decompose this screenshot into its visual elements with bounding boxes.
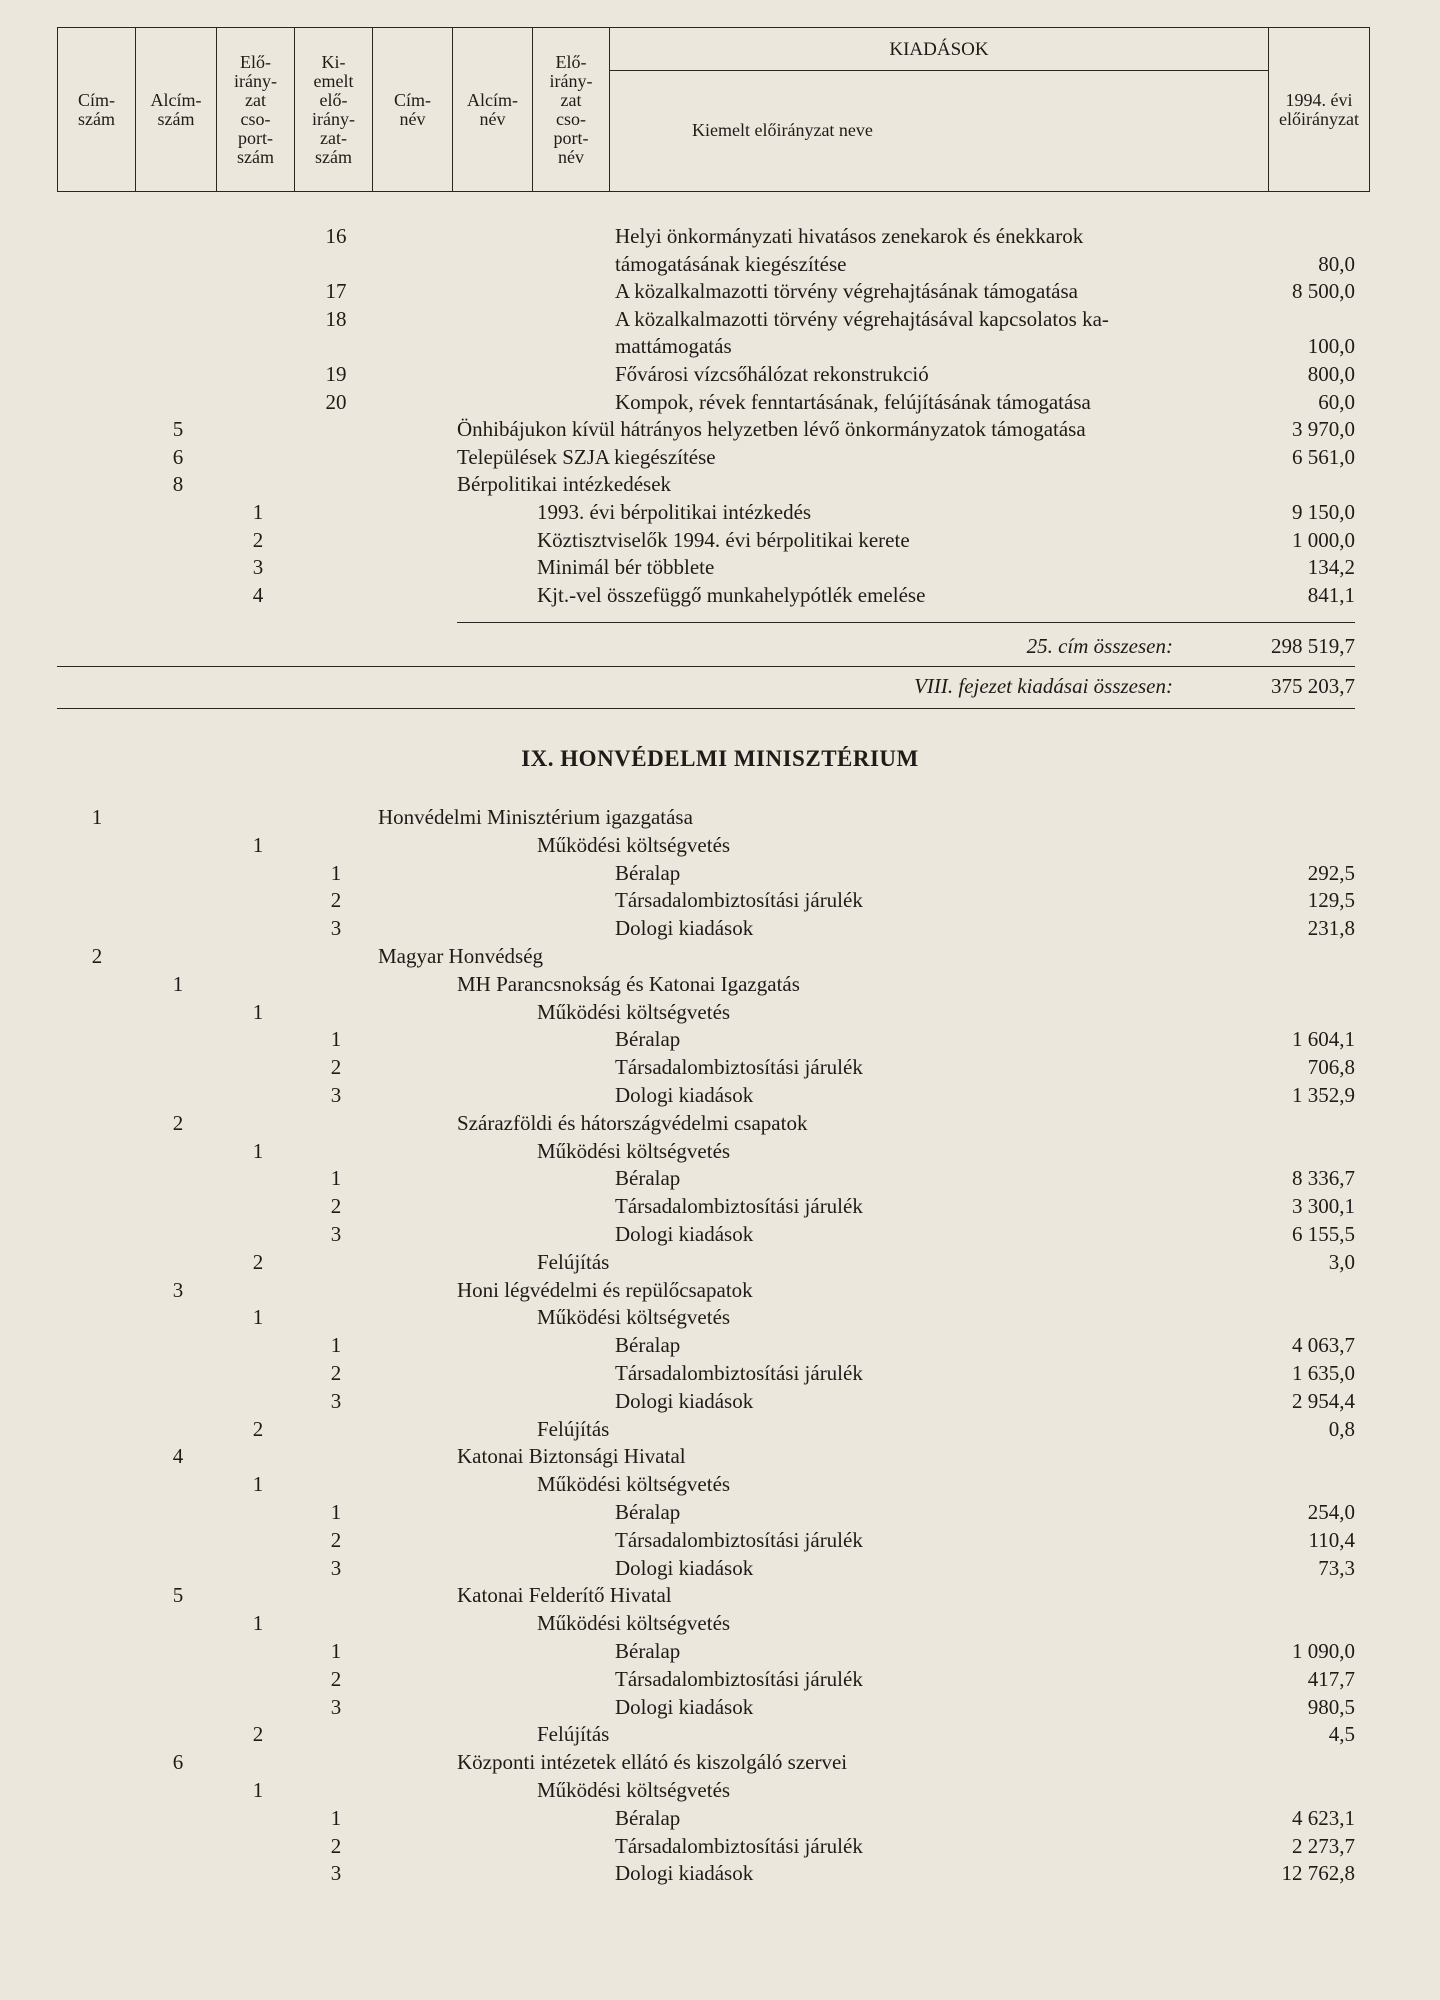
row-number: 6 <box>172 1750 184 1775</box>
table-row <box>0 1193 1440 1220</box>
row-number: 1 <box>252 500 264 524</box>
row-number: 2 <box>252 1722 264 1747</box>
table-row <box>0 1721 1440 1748</box>
row-value: 9 150,0 <box>1292 500 1355 524</box>
row-label: A közalkalmazotti törvény végrehajtásának támogatása <box>615 279 1078 304</box>
row-number: 20 <box>325 389 347 414</box>
table-row <box>0 1304 1440 1331</box>
row-label: Működési költségvetés <box>537 1472 731 1497</box>
row-value: 12 762,8 <box>1281 1861 1355 1886</box>
row-number: 2 <box>330 1194 342 1219</box>
row-value: 8 500,0 <box>1292 279 1355 304</box>
row-label: Működési költségvetés <box>537 1138 731 1163</box>
total-row <box>0 633 1440 660</box>
table-row <box>0 1555 1440 1582</box>
row-label: Társadalombiztosítási járulék <box>615 1055 863 1080</box>
row-label: 1993. évi bérpolitikai intézkedés <box>537 500 812 524</box>
row-label: Magyar Honvédség <box>378 944 544 968</box>
row-label: Működési költségvetés <box>537 1305 731 1330</box>
row-number: 3 <box>172 1277 184 1302</box>
table-row <box>0 1499 1440 1526</box>
row-value: 231,8 <box>1307 916 1355 941</box>
row-value: 980,5 <box>1307 1694 1355 1719</box>
row-number: 1 <box>252 832 264 857</box>
divider-line <box>57 666 1355 667</box>
row-number: 3 <box>330 1083 342 1107</box>
table-row <box>0 1332 1440 1359</box>
row-number: 1 <box>172 971 184 996</box>
row-value: 841,1 <box>1307 582 1355 607</box>
table-row <box>0 943 1440 970</box>
table-row <box>0 1471 1440 1498</box>
row-number: 1 <box>252 1611 264 1636</box>
table-row <box>0 1110 1440 1137</box>
table-row <box>0 1527 1440 1554</box>
row-label: Szárazföldi és hátországvédelmi csapatok <box>457 1110 808 1135</box>
table-row <box>0 1416 1440 1443</box>
row-number: 3 <box>330 1694 342 1719</box>
row-label: Kjt.-vel összefüggő munkahelypótlék emelése <box>537 582 926 607</box>
row-label: Központi intézetek ellátó és kiszolgáló szervei <box>457 1750 848 1775</box>
table-row <box>0 804 1440 831</box>
row-number: 1 <box>330 1639 342 1663</box>
row-label: Települések SZJA kiegészítése <box>457 444 716 469</box>
table-row <box>0 1860 1440 1887</box>
row-label: Felújítás <box>537 1722 610 1747</box>
total-row <box>0 673 1440 700</box>
row-label: Béralap <box>615 860 681 885</box>
row-label: Béralap <box>615 1027 681 1052</box>
row-label: Béralap <box>615 1639 681 1663</box>
row-label: támogatásának kiegészítése <box>615 251 847 276</box>
row-label: Fővárosi vízcsőhálózat rekonstrukció <box>615 362 929 386</box>
table-row <box>0 499 1440 526</box>
row-label: Működési költségvetés <box>537 832 731 857</box>
header-alcim-nev: Alcím- név <box>453 28 533 191</box>
row-number: 3 <box>330 916 342 941</box>
table-row <box>0 832 1440 859</box>
row-label: Társadalombiztosítási járulék <box>615 1833 863 1858</box>
table-row <box>0 278 1440 305</box>
row-number: 4 <box>252 582 264 607</box>
header-alcim-szam: Alcím- szám <box>136 28 217 191</box>
table-row <box>0 1138 1440 1165</box>
row-label: Katonai Felderítő Hivatal <box>457 1583 672 1608</box>
row-number: 1 <box>252 1778 264 1802</box>
table-row <box>0 251 1440 278</box>
row-number: 1 <box>330 1333 342 1358</box>
row-number: 8 <box>172 472 184 497</box>
row-number: 2 <box>330 888 342 913</box>
table-row <box>0 389 1440 416</box>
divider-line <box>57 708 1355 709</box>
table-row <box>0 582 1440 609</box>
row-value: 4 623,1 <box>1292 1805 1355 1830</box>
table-row <box>0 1388 1440 1415</box>
row-label: Dologi kiadások <box>615 1861 754 1886</box>
header-eloiranyzat-csoport-szam: Elő- irány- zat cso- port- szám <box>217 28 295 191</box>
row-value: 3 300,1 <box>1292 1194 1355 1219</box>
row-value: 292,5 <box>1307 860 1355 885</box>
row-label: Helyi önkormányzati hivatásos zenekarok és énekkarok <box>615 224 1084 248</box>
row-label: A közalkalmazotti törvény végrehajtásával kapcsolatos ka- <box>615 306 1109 331</box>
table-row <box>0 1082 1440 1109</box>
row-number: 2 <box>252 1249 264 1274</box>
row-value: 1 352,9 <box>1292 1083 1355 1107</box>
table-row <box>0 1666 1440 1693</box>
section-title: IX. HONVÉDELMI MINISZTÉRIUM <box>521 746 919 771</box>
header-kiadasok <box>610 28 1269 191</box>
table-row <box>0 306 1440 333</box>
row-label: Honi légvédelmi és repülőcsapatok <box>457 1277 753 1302</box>
row-number: 2 <box>252 527 264 552</box>
row-number: 3 <box>252 555 264 580</box>
row-number: 2 <box>330 1055 342 1080</box>
row-number: 2 <box>330 1666 342 1691</box>
row-label: Bérpolitikai intézkedések <box>457 472 672 497</box>
table-row <box>0 444 1440 471</box>
row-label: Működési költségvetés <box>537 999 731 1024</box>
header-cim-szam: Cím- szám <box>58 28 136 191</box>
table-row <box>0 1833 1440 1860</box>
row-number: 1 <box>330 1027 342 1052</box>
row-label: Katonai Biztonsági Hivatal <box>457 1444 686 1469</box>
row-value: 80,0 <box>1318 251 1355 276</box>
row-number: 2 <box>252 1416 264 1441</box>
row-number: 2 <box>330 1361 342 1385</box>
row-label: Béralap <box>615 1333 681 1358</box>
row-number: 5 <box>172 1583 184 1608</box>
row-number: 1 <box>252 1472 264 1497</box>
table-row <box>0 1694 1440 1721</box>
row-label: Társadalombiztosítási járulék <box>615 1527 863 1552</box>
row-number: 3 <box>330 1861 342 1886</box>
row-value: 800,0 <box>1307 362 1355 386</box>
table-row <box>0 416 1440 443</box>
row-label: Dologi kiadások <box>615 916 754 941</box>
row-label: Társadalombiztosítási járulék <box>615 888 863 913</box>
row-label: Honvédelmi Minisztérium igazgatása <box>378 805 693 829</box>
row-label: Dologi kiadások <box>615 1222 754 1246</box>
header-kiadasok-label: KIADÁSOK <box>610 28 1268 71</box>
total-value: 375 203,7 <box>1271 674 1355 698</box>
row-label: Felújítás <box>537 1249 610 1274</box>
row-value: 73,3 <box>1318 1555 1355 1580</box>
row-value: 3,0 <box>1328 1249 1355 1274</box>
row-label: Dologi kiadások <box>615 1083 754 1107</box>
table-row <box>0 1749 1440 1776</box>
table-row <box>0 527 1440 554</box>
header-kiemelt-nev: Kiemelt előirányzat neve <box>692 120 873 140</box>
row-number: 1 <box>252 1305 264 1330</box>
table-row <box>0 999 1440 1026</box>
table-row <box>0 1777 1440 1804</box>
row-value: 2 273,7 <box>1292 1833 1355 1858</box>
row-value: 100,0 <box>1307 334 1355 359</box>
table-row <box>0 1165 1440 1192</box>
table-row <box>0 887 1440 914</box>
table-row <box>0 1360 1440 1387</box>
row-label: Működési költségvetés <box>537 1611 731 1636</box>
row-number: 17 <box>325 279 347 304</box>
table-row <box>0 1026 1440 1053</box>
total-value: 298 519,7 <box>1271 634 1355 658</box>
table-row <box>0 1054 1440 1081</box>
total-label: VIII. fejezet kiadásai összesen: <box>914 674 1173 698</box>
row-label: Dologi kiadások <box>615 1388 754 1413</box>
row-number: 19 <box>325 362 347 386</box>
table-row <box>0 1221 1440 1248</box>
table-row <box>0 971 1440 998</box>
row-number: 1 <box>330 1500 342 1524</box>
row-value: 129,5 <box>1307 888 1355 913</box>
row-number: 5 <box>172 417 184 442</box>
row-number: 2 <box>330 1527 342 1552</box>
table-row <box>0 1638 1440 1665</box>
table-row <box>0 223 1440 250</box>
row-value: 706,8 <box>1307 1055 1355 1080</box>
row-label: Önhibájukon kívül hátrányos helyzetben lévő önkormányzatok támogatása <box>457 417 1086 442</box>
row-value: 1 000,0 <box>1292 527 1355 552</box>
table-row <box>0 915 1440 942</box>
row-number: 18 <box>325 306 347 331</box>
row-label: Működési költségvetés <box>537 1778 731 1802</box>
table-row <box>0 1249 1440 1276</box>
row-label: Társadalombiztosítási járulék <box>615 1666 863 1691</box>
table-row <box>0 333 1440 360</box>
row-number: 3 <box>330 1555 342 1580</box>
row-number: 2 <box>330 1833 342 1858</box>
row-number: 16 <box>325 224 347 248</box>
row-value: 0,8 <box>1328 1416 1355 1441</box>
header-kiemelt-eloiranyzat-szam: Ki- emelt elő- irány- zat- szám <box>295 28 373 191</box>
row-value: 8 336,7 <box>1292 1166 1355 1191</box>
divider-line <box>457 622 1355 623</box>
header-1994-eloiranyzat: 1994. évi előirányzat <box>1279 89 1359 129</box>
row-value: 254,0 <box>1307 1500 1355 1524</box>
row-value: 134,2 <box>1307 555 1355 580</box>
row-value: 3 970,0 <box>1292 417 1355 442</box>
row-value: 1 635,0 <box>1292 1361 1355 1385</box>
row-label: Felújítás <box>537 1416 610 1441</box>
row-number: 2 <box>91 944 103 968</box>
row-label: Béralap <box>615 1805 681 1830</box>
row-label: mattámogatás <box>615 334 732 359</box>
row-label: Béralap <box>615 1166 681 1191</box>
row-label: Dologi kiadások <box>615 1555 754 1580</box>
row-number: 1 <box>330 860 342 885</box>
column-header-table <box>57 27 1370 192</box>
row-label: MH Parancsnokság és Katonai Igazgatás <box>457 971 800 996</box>
row-number: 6 <box>172 444 184 469</box>
row-value: 60,0 <box>1318 389 1355 414</box>
table-row <box>0 361 1440 388</box>
row-number: 1 <box>252 999 264 1024</box>
row-number: 2 <box>172 1110 184 1135</box>
row-label: Társadalombiztosítási járulék <box>615 1361 863 1385</box>
row-value: 110,4 <box>1308 1527 1355 1552</box>
row-label: Köztisztviselők 1994. évi bérpolitikai kerete <box>537 527 910 552</box>
row-label: Béralap <box>615 1500 681 1524</box>
table-row <box>0 1805 1440 1832</box>
row-value: 1 604,1 <box>1292 1027 1355 1052</box>
row-value: 417,7 <box>1307 1666 1355 1691</box>
row-number: 3 <box>330 1222 342 1246</box>
row-value: 6 155,5 <box>1292 1222 1355 1246</box>
row-value: 4 063,7 <box>1292 1333 1355 1358</box>
row-number: 4 <box>172 1444 184 1469</box>
row-label: Dologi kiadások <box>615 1694 754 1719</box>
row-number: 1 <box>252 1138 264 1163</box>
row-number: 1 <box>330 1166 342 1191</box>
table-row <box>0 471 1440 498</box>
row-value: 2 954,4 <box>1292 1388 1355 1413</box>
header-cim-nev: Cím- név <box>373 28 453 191</box>
row-value: 1 090,0 <box>1292 1639 1355 1663</box>
table-row <box>0 1277 1440 1304</box>
header-eloiranyzat-csoport-nev: Elő- irány- zat cso- port- név <box>533 28 610 191</box>
row-label: Társadalombiztosítási járulék <box>615 1194 863 1219</box>
row-number: 3 <box>330 1388 342 1413</box>
table-row <box>0 1443 1440 1470</box>
row-value: 6 561,0 <box>1292 444 1355 469</box>
row-label: Kompok, révek fenntartásának, felújításának támogatása <box>615 389 1091 414</box>
total-label: 25. cím összesen: <box>1026 634 1173 658</box>
table-row <box>0 860 1440 887</box>
row-number: 1 <box>91 805 103 829</box>
table-row <box>0 1610 1440 1637</box>
table-row <box>0 554 1440 581</box>
row-number: 1 <box>330 1805 342 1830</box>
table-row <box>0 1582 1440 1609</box>
row-value: 4,5 <box>1328 1722 1355 1747</box>
row-label: Minimál bér többlete <box>537 555 715 580</box>
